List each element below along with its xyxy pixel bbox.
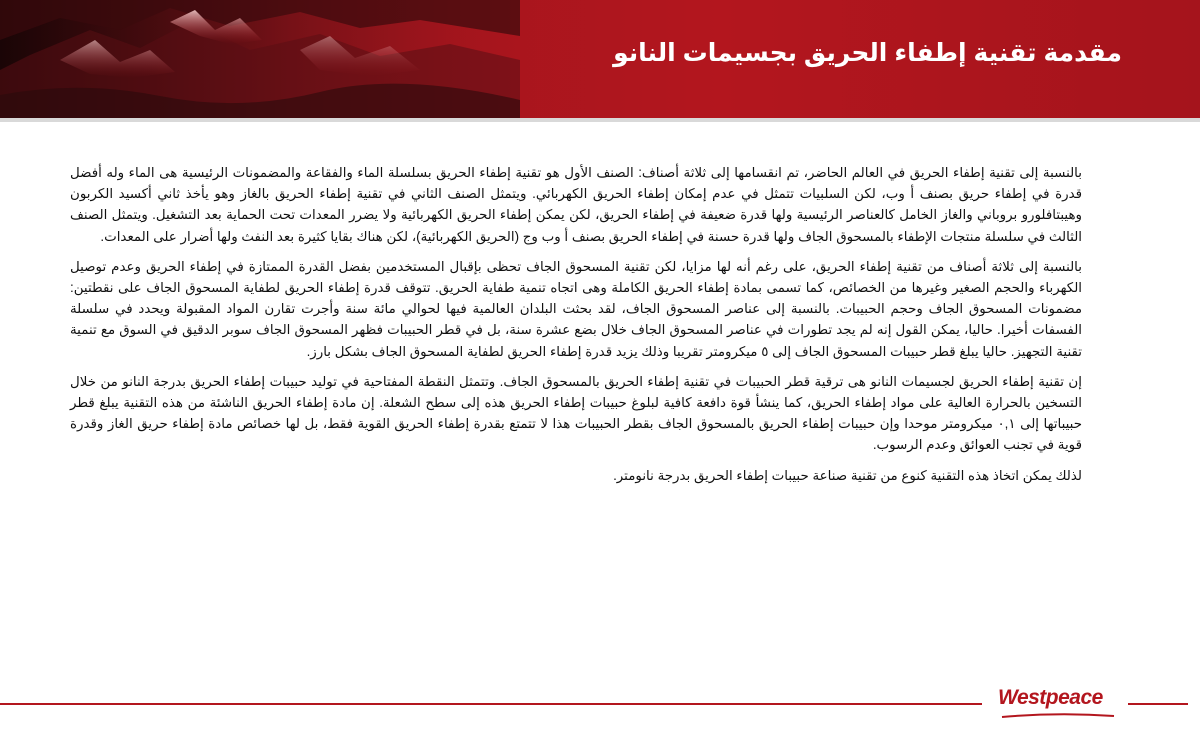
header-banner — [0, 0, 1200, 118]
logo-swoosh-icon — [998, 711, 1118, 721]
westpeace-logo: Westpeace — [998, 686, 1103, 709]
footer-rule-left — [0, 703, 982, 705]
slide-body — [70, 162, 1082, 495]
paragraph-3: إن تقنية إطفاء الحريق لجسيمات النانو هى ترقية قطر الحبيبات في تقنية إطفاء الحريق بالمسحوق الجاف. وتتمثل النقطة المفتاحية في توليد حبيبات إطفاء الحريق بدرجة النانو من خلال التسخين بالحرارة العالية على مواد إطفاء الحريق، كما ينشأ قوة دافعة كافية لبلوغ حبيبات إطفاء الحريق هذه إلى سطح الشعلة. إن مادة إطفاء الحريق الناشئة من هذه التقنية يبلغ قطر حبيباتها إلى ٠,١ ميكرومتر موحدا وإن حبيبات إطفاء الحريق بالمسحوق الجاف بقطر الحبيبات هذا لا تتمتع بقدرة إطفاء الحريق القوية فقط، بل لها خصائص مادة إطفاء حريق الغاز وقدرة قوية في تجنب العوائق وعدم الرسوب. — [70, 373, 1082, 453]
paragraph-2: بالنسبة إلى ثلاثة أصناف من تقنية إطفاء الحريق، على رغم أنه لها مزايا، لكن تقنية المسحوق الجاف تحظى بإقبال المستخدمين بفضل القدرة الممتازة في إطفاء الحريق وعدم توصيل الكهرباء والحجم الصغير وغيرها من الخصائص، كما تسمى بمادة إطفاء الحريق الكاملة وهى اتجاه تنمية طفاية الحريق. تتوقف قدرة إطفاء الحريق لطفاية المسحوق الجاف على نقطتين: مضمونات المسحوق الجاف وحجم الحبيبات. بالنسبة إلى عناصر المسحوق الجاف، لقد بحثت البلدان العالمية فيها لحوالي مائة سنة وأجرت تقارن المواد المقبولة ويحدد في سلسلة الفسفات أخيرا. حاليا، يمكن القول إنه لم يجد تطورات في عناصر المسحوق الجاف خلال بضع عشرة سنة، بل في قطر الحبيبات فظهر المسحوق الجاف سوبر الدقيق في السوق مع تنمية تقنية التجهيز. حاليا يبلغ قطر حبيبات المسحوق الجاف إلى ٥ ميكرومتر تقريبا وذلك يزيد قدرة إطفاء الحريق لطفاية المسحوق الجاف بشكل بارز. — [70, 258, 1082, 359]
paragraph-4: لذلك يمكن اتخاذ هذه التقنية كنوع من تقنية صناعة حبيبات إطفاء الحريق بدرجة نانومتر. — [613, 467, 1082, 483]
slide-title: مقدمة تقنية إطفاء الحريق بجسيمات النانو — [613, 39, 1122, 67]
footer-rule-right — [1128, 703, 1188, 705]
header-divider — [0, 118, 1200, 122]
red-landscape-image — [0, 0, 520, 118]
paragraph-1: بالنسبة إلى تقنية إطفاء الحريق في العالم الحاضر، تم انقسامها إلى ثلاثة أصناف: الصنف الأول هو تقنية إطفاء الحريق بسلسلة الماء والفقاعة والمضمونات الرئيسية هى الماء وله أفضل قدرة في إطفاء حريق بصنف أ وب، لكن السلبيات تتمثل في عدم إمكان إطفاء الحريق الكهربائي. ويتمثل الصنف الثاني في تقنية إطفاء الحريق بالغاز وهو يأخذ ثاني أكسيد الكربون وهيبتافلورو بروباني والغاز الخامل كالعناصر الرئيسية ولها قدرة ضعيفة في إطفاء الحريق، لكن يمكن إطفاء الحريق الكهربائية ولا يضرر المعدات تحت الحماية بعد التشغيل. ويتمثل الصنف الثالث في سلسلة منتجات الإطفاء بالمسحوق الجاف ولها قدرة حسنة في إطفاء الحريق بصنف أ وب وج (الحريق الكهربائية)، لكن هناك بقايا كثيرة بعد النفث ولها أضرار على المعدات. — [70, 165, 1082, 244]
